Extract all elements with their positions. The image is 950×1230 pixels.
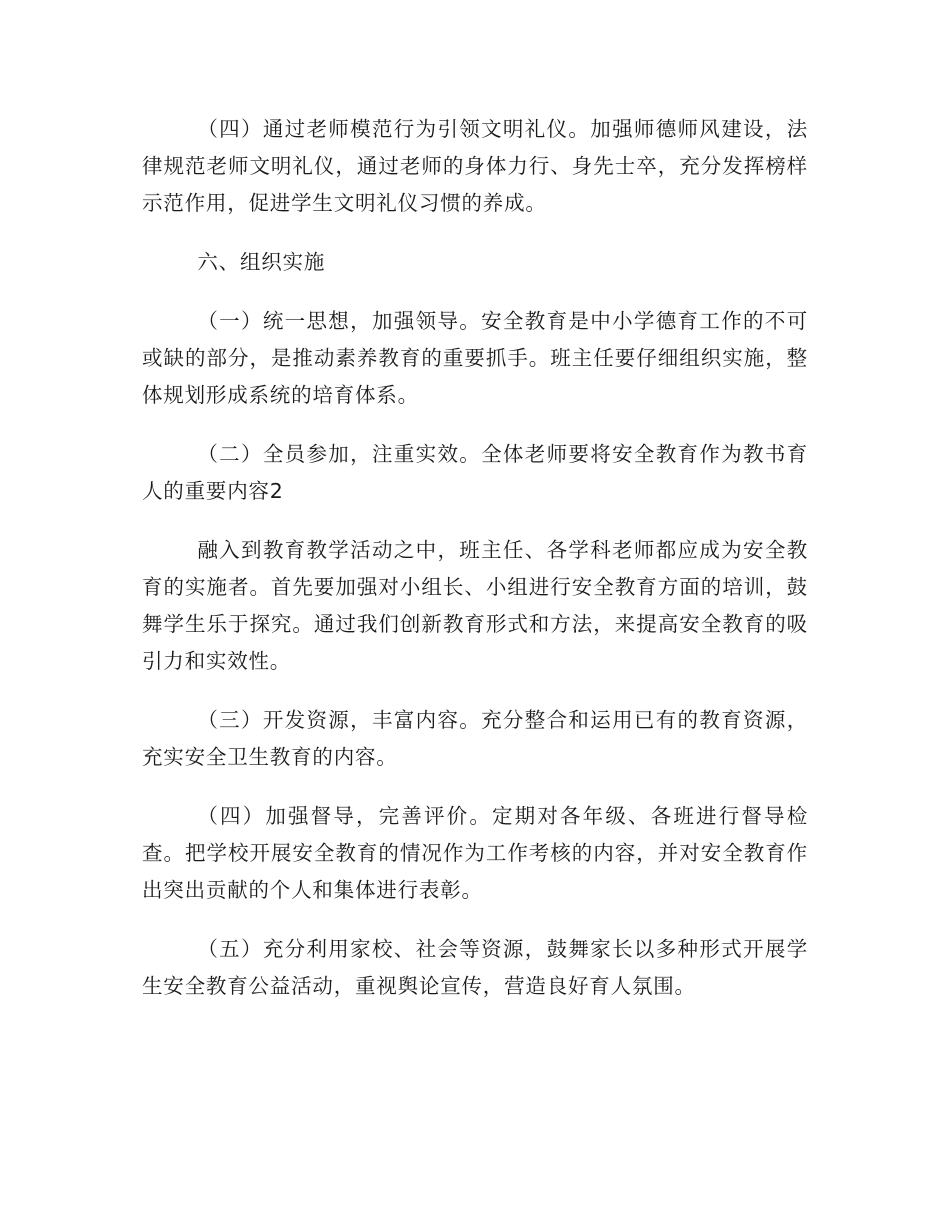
paragraph-teacher-etiquette: （四）通过老师模范行为引领文明礼仪。加强师德师风建设，法律规范老师文明礼仪，通过老师的身体力行、身先士卒，充分发挥榜样示范作用，促进学生文明礼仪习惯的养成。 <box>142 117 808 215</box>
paragraph-supervision-evaluation: （四）加强督导，完善评价。定期对各年级、各班进行督导检查。把学校开展安全教育的情况作为工作考核的内容，并对安全教育作出突出贡献的个人和集体进行表彰。 <box>142 804 808 902</box>
paragraph-unified-thinking: （一）统一思想，加强领导。安全教育是中小学德育工作的不可或缺的部分，是推动素养教育的重要抓手。班主任要仔细组织实施，整体规划形成系统的培育体系。 <box>142 309 808 407</box>
document-body <box>142 111 808 1027</box>
paragraph-integration-teaching: 融入到教育教学活动之中，班主任、各学科老师都应成为安全教育的实施者。首先要加强对小组长、小组进行安全教育方面的培训，鼓舞学生乐于探究。通过我们创新教育形式和方法，来提高安全教育的吸引力和实效性。 <box>142 538 808 673</box>
section-heading-organization: 六、组织实施 <box>197 250 326 274</box>
paragraph-full-participation: （二）全员参加，注重实效。全体老师要将安全教育作为教书育人的重要内容2 <box>142 442 808 503</box>
paragraph-home-school-resources: （五）充分利用家校、社会等资源，鼓舞家长以多种形式开展学生安全教育公益活动，重视舆论宣传，营造良好育人氛围。 <box>142 937 808 998</box>
paragraph-develop-resources: （三）开发资源，丰富内容。充分整合和运用已有的教育资源，充实安全卫生教育的内容。 <box>142 708 808 769</box>
